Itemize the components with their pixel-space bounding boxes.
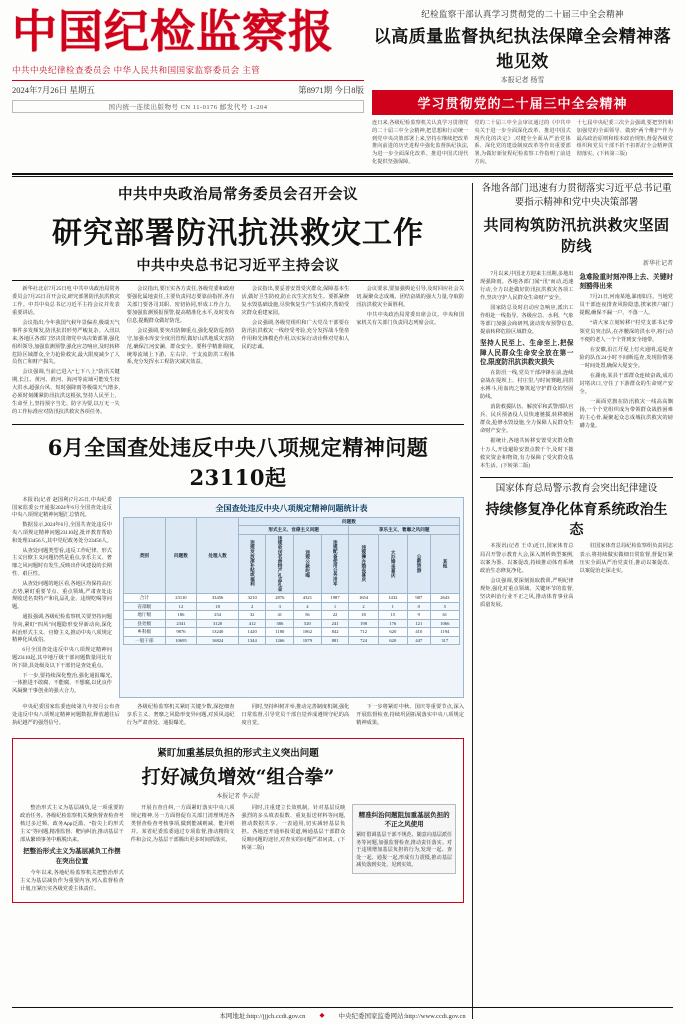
page-body	[12, 183, 673, 1019]
feature-columns	[20, 804, 456, 896]
lead-para: 会议要求,要加强舆论引导,及时回应社会关切,凝聚众志成城、团结奋战的强大力量,夺取防汛抗洪救灾全面胜利。	[356, 286, 464, 309]
th-problems: 问题数	[165, 517, 197, 594]
cell: 1654	[349, 594, 378, 603]
feature-inset-box	[352, 804, 456, 874]
cell: 10695	[165, 636, 197, 645]
footer-site-2[interactable]: 中央纪委国家监委网站:http://www.ccdi.gov.cn	[338, 1013, 466, 1020]
para: 下一步将紧盯中秋、国庆等重要节点,深入开展监督检查,持续巩固拓展落实中央八项规定精神成果。	[356, 703, 464, 726]
footer-separator-icon: ◆	[319, 1012, 325, 1019]
cell: 9	[407, 611, 430, 620]
masthead-rule-thick	[12, 173, 673, 175]
right-kicker-2: 国家体育总局警示教育会突出纪律建设	[495, 483, 658, 494]
para: 同时,坚持纠树并举,推动完善制度机制,强化日常监督,引导党员干部自觉养成遵规守纪的高度自觉。	[241, 703, 350, 726]
lead-para: 会议指出,今年我国气候年景偏差,极端天气事件多发频发,防汛抗洪形势严峻复杂。入汛以来,各地区各部门坚决贯彻党中央决策部署,强化组织领导,加强监测预警,强化应急响应,及时转移危险区域群众,全力抢险救灾,最大限度减少了人员伤亡和财产损失。	[12, 319, 120, 366]
left-column	[12, 183, 464, 1019]
right-kicker: 各地各部门迅速有力贯彻落实习近平总书记重要指示精神和党中央决策部署	[481, 184, 672, 209]
cell: 61	[430, 611, 459, 620]
issue-number: 第8971期 今日8版	[298, 84, 364, 95]
section2-bottom-col-3	[242, 704, 350, 730]
section-divider	[12, 424, 464, 425]
cell: 317	[430, 636, 459, 645]
section2-para: 从查处问题类型看,违反工作纪律、形式主义官僚主义问题仍然是重点,享乐主义、奢靡之风问题时有发生,反映出作风建设的长期性、艰巨性。	[12, 547, 112, 577]
lead-para: 会议指出,要妥善安置受灾群众,保障基本生活,做好卫生防疫,防止次生灾害发生。要抓紧修复水毁基础设施,尽快恢复生产生活秩序,帮助受灾群众重建家园。	[241, 286, 350, 316]
cell: 41	[266, 611, 294, 620]
masthead	[12, 5, 673, 167]
cell: 乡科级	[124, 628, 166, 637]
section2-para: 6月全国查处违反中央八项规定精神问题23110起,其中地厅级干部问题数量同比有所下降,县处级及以下干部仍是查处重点。	[12, 647, 112, 669]
para: 同时,注重建立长效机制。针对基层反映强烈的多头填表报数、重复报送材料等问题,推动数据共享、一表通用,切实减轻基层负担。各地还开通举报渠道,畅通基层干部群众反映问题的途径,对查实的问题严肃问责。(下转第二版)	[241, 804, 346, 851]
cell: 1862	[294, 628, 322, 637]
lead-col-2	[127, 286, 235, 419]
cell: 121	[407, 619, 430, 628]
th-c5: 违规公款吃喝	[294, 534, 322, 594]
cell: 881	[321, 636, 349, 645]
cell: 2	[238, 602, 266, 611]
para: 开展自查自纠,一方面紧盯落实中央八项规定精神,另一方面督促有关部门清理规范各类督查检查考核事项,做到能减则减、能并则并。某省纪委监委通过专项监督,推动精简文件和会议,为基层干部腾出更多时间抓落实。	[130, 804, 235, 843]
section2-bottom-columns	[12, 704, 464, 730]
top-article-col-3: 十七届中央纪委三次全会强调,要把坚持和加强党的全面领导、做到“两个维护”作为最高政治原则和根本政治规矩,督促各级党组织和党员干部不折不扣抓好全会精神贯彻落实。(下转第三版)	[576, 120, 673, 158]
page-footer	[12, 1007, 673, 1020]
cell: 386	[266, 619, 294, 628]
right-subhead: 急难险重时刻冲得上去、关键时刻豁得出来	[579, 273, 673, 291]
section2-para: 本报讯(记者 赵国利)7月25日,中央纪委国家监委公开通报2024年6月全国查处违反中央八项规定精神问题汇总情况。	[12, 496, 112, 519]
cell: 1344	[238, 636, 266, 645]
right-col-2	[580, 270, 674, 472]
th-c10: 其他	[430, 534, 459, 594]
cell: 2341	[165, 619, 197, 628]
cell: 5	[430, 602, 459, 611]
cell: 412	[238, 619, 266, 628]
section2-bottom-col-1	[12, 704, 120, 730]
table-row	[124, 628, 460, 637]
feature-col-1	[20, 804, 124, 896]
section2-headline: 6月全国查处违反中央八项规定精神问题23110起	[47, 434, 429, 490]
para: 在安徽,沿江圩堤上灯火通明,巡堤查险的队伍24小时不间断巡查,发现险情第一时间处置,确保大堤安全。	[579, 346, 673, 369]
statistics-table-wrap	[119, 497, 464, 698]
cell: 16824	[197, 636, 239, 645]
cell: 18	[349, 611, 378, 620]
cell: 省部级	[124, 602, 166, 611]
cell: 3120	[197, 619, 239, 628]
para: 今年以来,各地纪检监察机关把整治形式主义为基层减负作为重要内容,列入监督检查计划,压紧压实各级党委主体责任。	[20, 870, 124, 893]
table-title: 全国查处违反中央八项规定精神问题统计表	[215, 503, 368, 513]
lead-article-columns	[12, 286, 464, 419]
th-persons: 处理人数	[197, 517, 239, 594]
lead-subheadline: 中共中央总书记习近平主持会议	[136, 259, 340, 275]
lead-divider	[12, 280, 464, 281]
cell: 1	[321, 602, 349, 611]
cell: 1194	[430, 628, 459, 637]
cell: 3	[266, 602, 294, 611]
cell: 33456	[197, 594, 239, 603]
masthead-left	[12, 5, 364, 113]
cell: 724	[349, 636, 378, 645]
right-column	[472, 183, 673, 1019]
cell: 县处级	[124, 619, 166, 628]
cell: 地厅级	[124, 611, 166, 620]
lead-headline: 研究部署防汛抗洪救灾工作	[52, 216, 424, 252]
top-article-columns	[372, 120, 673, 167]
cell: 2	[349, 602, 378, 611]
feature-kicker: 紧盯加重基层负担的形式主义突出问题	[157, 748, 319, 759]
lead-col-3	[242, 286, 350, 419]
cell: 9876	[165, 628, 197, 637]
para: 整治形式主义为基层减负,是一项重要的政治任务。各级纪检监察机关聚焦督查检查考核过多过频、政务App泛滥、“指尖上的形式主义”等问题,精准监督、靶向纠治,推动基层干部从繁琐事务中解脱出来。	[20, 804, 124, 843]
cell: 4321	[294, 594, 322, 603]
right-divider	[480, 477, 673, 478]
th-category: 类别	[124, 517, 166, 594]
table-row	[124, 602, 460, 611]
right-headline: 共同构筑防汛抗洪救灾坚固防线	[483, 215, 670, 255]
lead-kicker-top: 纪检监察干部认真学习贯彻党的二十届三中全会精神	[421, 9, 624, 19]
right-byline: 新华社记者	[642, 260, 673, 267]
para: 各级纪检监察机关紧盯关键少数,深挖细查享乐主义、奢靡之风隐形变异问题,对顶风违纪行为严肃查处、通报曝光。	[126, 703, 235, 726]
cell: 0	[407, 602, 430, 611]
cell: 1066	[430, 619, 459, 628]
th-c6: 违规配备使用公务用车	[321, 534, 349, 594]
feature-byline: 本报记者 李云舒	[216, 793, 260, 800]
para: 在湖南,某县干部群众连续奋战,成功封堵决口,守住了下游群众的生命财产安全。	[579, 372, 673, 395]
para: 驻国家体育总局纪检监察组负责同志表示,将持续做实做细日常监督,督促压紧压实全面从严治党责任,推动以案促改、以案促治走深走实。	[579, 543, 673, 574]
top-byline: 本报记者 杨雪	[500, 76, 545, 84]
table-body	[124, 594, 460, 645]
section2-bottom-col-2	[127, 704, 235, 730]
th-group-problems: 问题数	[238, 517, 459, 526]
cell: 620	[378, 636, 407, 645]
inset-title: 精准纠治问题阻加重基层负担的不正之风使用	[358, 811, 450, 829]
campaign-banner: 学习贯彻党的二十届三中全会精神	[372, 90, 673, 115]
para: 一面面党旗在防汛救灾一线高高飘扬,一个个党组织成为带领群众战胜困难的主心骨,凝聚起众志成城抗洪救灾的磅礴力量。	[579, 399, 673, 430]
table-head	[124, 517, 460, 594]
cell: 712	[349, 628, 378, 637]
feature-box	[12, 738, 464, 904]
lead-kicker: 中共中央政治局常务委员会召开会议	[118, 187, 358, 204]
section2-text-col	[12, 497, 112, 698]
top-article-col-2: 党的二十届三中全会审议通过的《中共中央关于进一步全面深化改革、推进中国式现代化的决定》,对健全全面从严治党体系、深化党的建设制度改革等作出重要部署,为做好新征程纪检监察工作指明了前进方向。	[474, 120, 571, 165]
issue-date: 2024年7月26日 星期五	[12, 84, 95, 95]
cell: 198	[349, 619, 378, 628]
right-article-columns	[480, 270, 673, 472]
cell: 842	[321, 628, 349, 637]
masthead-rule-thin	[12, 176, 673, 177]
cell: 合计	[124, 594, 166, 603]
cell: 410	[407, 628, 430, 637]
para: 7月21日,河南某地,暴雨如注。当地党员干部连夜排查风险隐患,挨家挨户敲门提醒,确保不漏一户、不落一人。	[579, 294, 673, 317]
cell: 22	[321, 611, 349, 620]
th-c7: 违规操办婚丧喜庆	[349, 534, 378, 594]
statistics-table	[123, 517, 460, 646]
cell: 12	[165, 602, 197, 611]
masthead-divider	[12, 80, 364, 81]
lead-para: 会议强调,各级党组织和广大党员干部要在防汛抗洪救灾一线经受考验,充分发挥战斗堡垒作用和先锋模范作用,以实际行动诠释对党和人民的忠诚。	[241, 319, 350, 350]
masthead-right	[372, 8, 673, 167]
top-headline: 以高质量监督执纪执法保障全会精神落地见效	[373, 27, 672, 72]
lead-para: 会议指出,要压实各方责任,各级党委和政府要强化属地责任,主要负责同志要靠前指挥,各有关部门要各司其职、密切协同,形成工作合力。要加强监测预报预警,提高精准化水平,及时发布信息,提醒群众做好防范。	[126, 286, 235, 324]
top-article-col-1: 连日来,各级纪检监察机关认真学习贯彻党的二十届三中全会精神,把思想和行动统一到党中央决策部署上来,坚持在继续把改革推向前进的历史进程中强化监督执纪执法,为进一步全面深化改革、推进中国式现代化提供坚强保障。	[372, 120, 469, 165]
para: 会议强调,要深刻汲取教训,严明纪律规矩,强化对重点领域、关键环节的监督,坚决纠治行业不正之风,推动体育事业高质量发展。	[480, 577, 574, 608]
cell: 447	[407, 636, 430, 645]
section2-body	[12, 497, 464, 698]
right-subhead: 坚持人民至上、生命至上,把保障人民群众生命安全放在第一位,限度防汛抗洪救灾损失	[480, 340, 574, 366]
section2-para: 通报强调,各级纪检监察机关要坚持问题导向,紧盯“四风”问题隐形变异新动向,深化纠治形式主义、官僚主义,推动中央八项规定精神化风成俗。	[12, 613, 112, 644]
cell: 176	[378, 619, 407, 628]
feature-col-4	[352, 804, 456, 896]
section2-para: 从查处问题的地区看,各地区均保持高压态势,紧盯重要节点、重点领域,严肃查处违规收送名贵特产和礼品礼金、违规吃喝等问题。	[12, 580, 112, 611]
th-c4: 违规收送名贵特产礼品礼金	[266, 534, 294, 594]
para: 7月以来,中国北方迎来主汛期,多地出现强降雨。各地各部门闻“汛”而动,迅速行动,全力以赴做好防汛抗洪救灾各项工作,坚决守护人民群众生命财产安全。	[480, 270, 574, 301]
right2-col-2	[580, 542, 674, 611]
feature-subhead: 把整治形式主义为基层减负工作摆在突出位置	[23, 847, 121, 865]
lead-para: 中共中央政治局常委出席会议。中央和国家机关有关部门负责同志列席会议。	[356, 312, 464, 326]
lead-col-1	[12, 286, 120, 419]
para: 消防救援队伍、解放军和武警部队官兵、民兵预备役人员快速驰援,转移被困群众,抢修水毁设施,全力保障人民群众生命财产安全。	[480, 404, 574, 435]
lead-col-4	[356, 286, 464, 419]
publication-code: 国内统一连续出版物号 CN 11-0176 邮发代号 1-204	[12, 100, 364, 113]
cell: 32	[238, 611, 266, 620]
lead-para: 会议强调,要突出防御重点,强化堤防巡查防守,加强水库安全度汛管理,做好山洪地质灾害防范,确保江河安澜、群众安全。要科学精准调度,统筹流域上下游、左右岸、干支流防洪工程体系,充分发挥水工程防灾减灾效益。	[126, 327, 235, 366]
cell: 18	[197, 602, 239, 611]
th-sub-right: 享乐主义、奢靡之风问题	[349, 526, 460, 535]
cell: 1879	[294, 636, 322, 645]
lead-para: 会议强调,当前已进入“七下八上”防汛关键期,长江、黄河、淮河、海河等流域可能发生较大洪水,超强台风、短时强降雨等极端天气增多,必须时刻绷紧防汛抗洪这根弦,坚持人民至上、生命至上,坚持预字当先、防字为要,以万无一失的工作标准应对防汛抗洪救灾各项任务。	[12, 369, 120, 415]
cell: 4	[294, 602, 322, 611]
cell: 241	[321, 619, 349, 628]
cell: 2876	[266, 594, 294, 603]
inset-text: 紧盯借调基层干部不规范、随意向基层派任务等问题,加强监督检查,推动责任落实。对于违规增加基层负担的行为,发现一起、查处一起、通报一起,形成有力震慑,推动基层减负落到实处、见到实效。	[356, 833, 452, 869]
para: 据统计,各地共转移安置受灾群众数十万人,开设避险安置点数千个,及时下拨救灾资金和物资,有力保障了受灾群众基本生活。(下转第二版)	[480, 438, 574, 469]
feature-col-3	[242, 804, 346, 896]
cell: 一般干部	[124, 636, 166, 645]
para: 本报讯(记者 王卓)近日,国家体育总局召开警示教育大会,深入剖析典型案例,以案为鉴、以案促改,持续推动体育系统政治生态修复净化。	[480, 543, 574, 574]
cell: 1	[378, 602, 407, 611]
th-c8: 大办婚丧喜庆	[378, 534, 407, 594]
para: “请大家立刻转移!”村党支部书记带领党员突击队,在齐腰深的洪水中,将行动不便的老人一个个背到安全地带。	[579, 320, 673, 343]
para: 国家防总及时启动应急响应,派出工作组赴一线指导。各级应急、水利、气象等部门加强会商研判,滚动发布预警信息,提前转移危险区域群众。	[480, 305, 574, 336]
th-c3: 违规发放津补贴或福利	[238, 534, 266, 594]
cell: 1266	[266, 636, 294, 645]
table-row	[124, 611, 460, 620]
right2-col-1	[480, 542, 574, 611]
section2-bottom-col-4	[356, 704, 464, 730]
masthead-meta	[12, 84, 364, 96]
cell: 13240	[197, 628, 239, 637]
newspaper-title: 中国纪检监察报	[12, 5, 335, 58]
table-row	[124, 594, 460, 603]
cell: 1432	[378, 594, 407, 603]
table-row	[124, 636, 460, 645]
table-header-row-1	[124, 517, 460, 526]
para: 中央纪委国家监委连续第九年按月公布查处违反中央八项规定精神问题数据,释放越往后执纪越严的强烈信号。	[12, 703, 120, 726]
right-col-1	[480, 270, 574, 472]
cell: 987	[407, 594, 430, 603]
cell: 1420	[238, 628, 266, 637]
cell: 15	[378, 611, 407, 620]
footer-site-1[interactable]: 本网地址:http://jjjch.ccdi.gov.cn	[219, 1013, 306, 1020]
feature-col-2	[131, 804, 235, 896]
para: 在防汛一线,党员干部冲锋在前,连续奋战在堤坝上、村庄里,与时间赛跑,同洪水搏斗,用血肉之躯筑起守护群众的坚固防线。	[480, 369, 574, 401]
th-c9: 公款旅游	[407, 534, 430, 594]
cell: 254	[197, 611, 239, 620]
cell: 186	[165, 611, 197, 620]
lead-para: 新华社北京7月25日电 中共中央政治局常务委员会7月25日召开会议,研究部署防汛抗洪救灾工作。中共中央总书记习近平主持会议并发表重要讲话。	[12, 286, 120, 316]
cell: 520	[294, 619, 322, 628]
masthead-subtitle: 中共中央纪律检查委员会 中华人民共和国国家监察委员会 主管	[12, 64, 261, 75]
cell: 2643	[430, 594, 459, 603]
right-article-2-columns	[480, 542, 673, 611]
right-headline-2: 持续修复净化体育系统政治生态	[485, 502, 668, 539]
cell: 620	[378, 628, 407, 637]
cell: 23110	[165, 594, 197, 603]
th-sub-left: 形式主义、官僚主义问题	[238, 526, 349, 535]
feature-headline: 打好减负增效“组合拳”	[141, 765, 335, 788]
cell: 1987	[321, 594, 349, 603]
section2-para: 数据显示,2024年6月,全国共查处违反中央八项规定精神问题23110起,批评教育帮助和处理33456人,其中党纪政务处分23456人。	[12, 522, 112, 544]
cell: 1180	[266, 628, 294, 637]
table-row	[124, 619, 460, 628]
section2-para: 下一步,要持续深化整治,强化通报曝光,一体推进不敢腐、不能腐、不想腐,以优良作风凝聚干事创业的强大合力。	[12, 672, 112, 695]
cell: 56	[294, 611, 322, 620]
cell: 3210	[238, 594, 266, 603]
